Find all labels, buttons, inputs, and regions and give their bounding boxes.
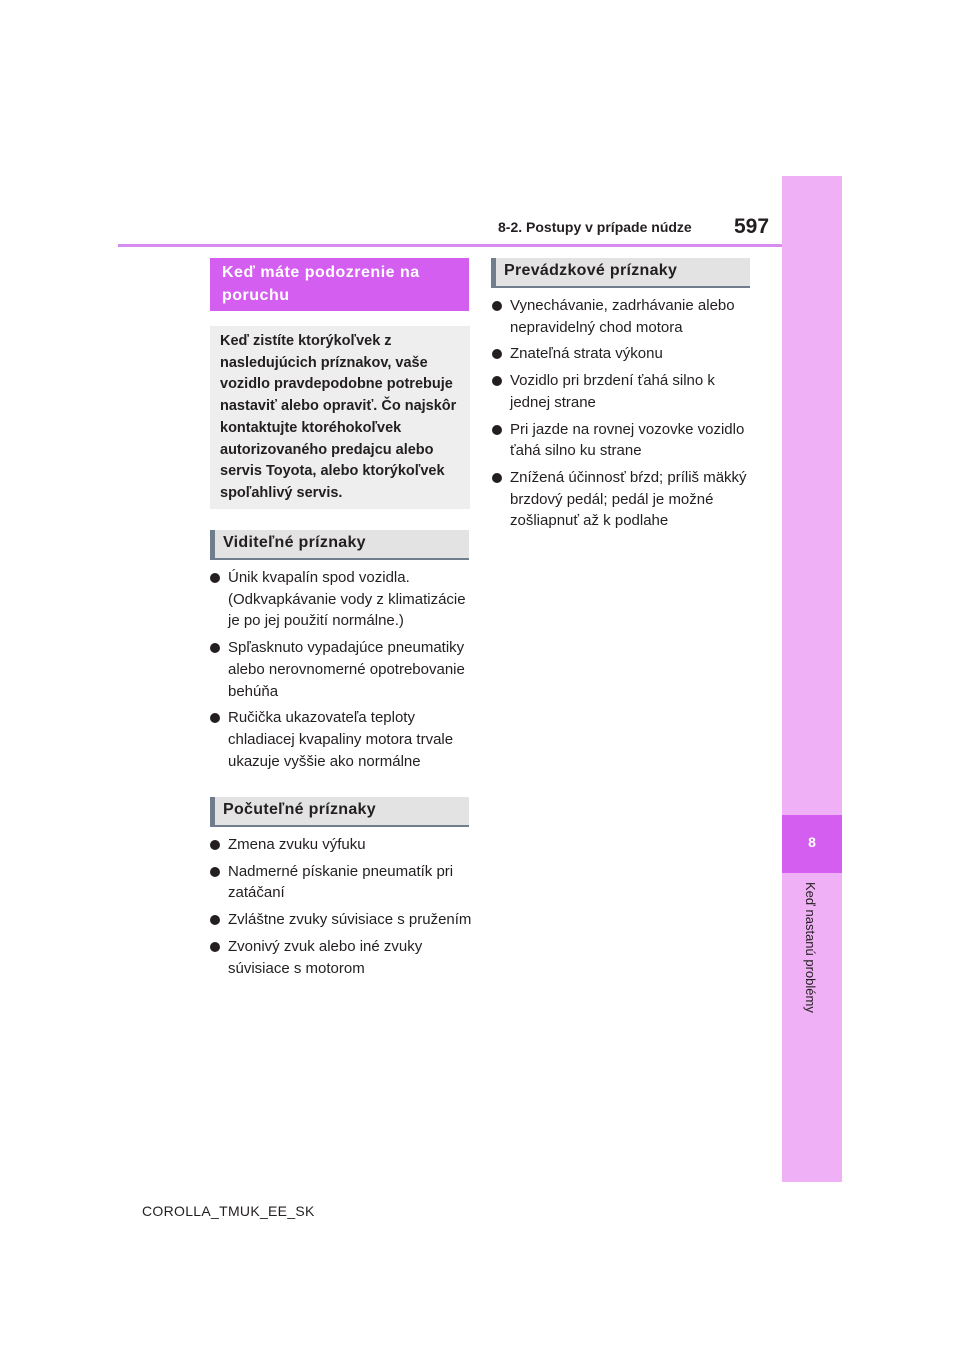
list-item: Nadmerné pískanie pneumatík pri zatáčaní (210, 861, 472, 904)
bullet-icon (210, 867, 220, 877)
list-item: Vynechávanie, zadrhávanie alebo nepravidelný chod motora (492, 295, 754, 338)
operational-symptoms-heading (491, 258, 750, 288)
visible-symptoms-heading-text: Viditeľné príznaky (223, 534, 366, 551)
list-item: Zmena zvuku výfuku (210, 834, 472, 856)
chapter-title-text: Keď nastanú problémy (803, 882, 818, 1013)
bullet-icon (210, 942, 220, 952)
bullet-icon (492, 349, 502, 359)
list-item: Vozidlo pri brzdení ťahá silno k jednej strane (492, 370, 754, 413)
list-item: Spľasknuto vypadajúce pneumatiky alebo nerovnomerné opotrebovanie behúňa (210, 637, 472, 702)
operational-symptoms-heading-text: Prevádzkové príznaky (504, 262, 678, 279)
list-item: Zvláštne zvuky súvisiace s pružením (210, 909, 472, 931)
main-heading-text: Keď máte podozrenie na poruchu (222, 264, 420, 304)
list-item: Znateľná strata výkonu (492, 343, 754, 365)
bullet-icon (210, 915, 220, 925)
list-item: Pri jazde na rovnej vozovke vozidlo ťahá silno ku strane (492, 419, 754, 462)
operational-symptoms-list (492, 295, 754, 537)
document-code: COROLLA_TMUK_EE_SK (142, 1203, 315, 1219)
bullet-icon (492, 301, 502, 311)
bullet-icon (492, 473, 502, 483)
audible-symptoms-heading (210, 797, 469, 827)
bullet-icon (492, 425, 502, 435)
page-number: 597 (734, 215, 770, 238)
bullet-icon (210, 643, 220, 653)
bullet-icon (210, 713, 220, 723)
list-item: Únik kvapalín spod vozidla. (Odkvapkávanie vody z klimatizácie je po jej použití normálne.) (210, 567, 472, 632)
main-heading (210, 258, 469, 311)
intro-box (210, 326, 470, 509)
header-rule (118, 244, 782, 247)
list-item: Znížená účinnosť bŕzd; príliš mäkký brzdový pedál; pedál je možné zošliapnuť až k podlahe (492, 467, 754, 532)
intro-text: Keď zistíte ktorýkoľvek z nasledujúcich príznakov, vaše vozidlo pravdepodobne potrebuje nastaviť alebo opraviť. Čo najskôr kontaktujte ktoréhokoľvek autorizovaného predajcu alebo servis Toyota, alebo ktorýkoľvek spoľahlivý servis. (220, 333, 457, 501)
list-item: Zvonivý zvuk alebo iné zvuky súvisiace s motorom (210, 936, 472, 979)
chapter-number: 8 (808, 834, 816, 850)
visible-symptoms-list (210, 567, 472, 777)
audible-symptoms-list (210, 834, 472, 984)
list-item: Ručička ukazovateľa teploty chladiacej kvapaliny motora trvale ukazuje vyššie ako normálne (210, 707, 472, 772)
chapter-title (803, 882, 823, 1042)
visible-symptoms-heading (210, 530, 469, 560)
section-title: 8-2. Postupy v prípade núdze (498, 219, 692, 235)
audible-symptoms-heading-text: Počuteľné príznaky (223, 801, 376, 818)
bullet-icon (210, 840, 220, 850)
bullet-icon (492, 376, 502, 386)
bullet-icon (210, 573, 220, 583)
